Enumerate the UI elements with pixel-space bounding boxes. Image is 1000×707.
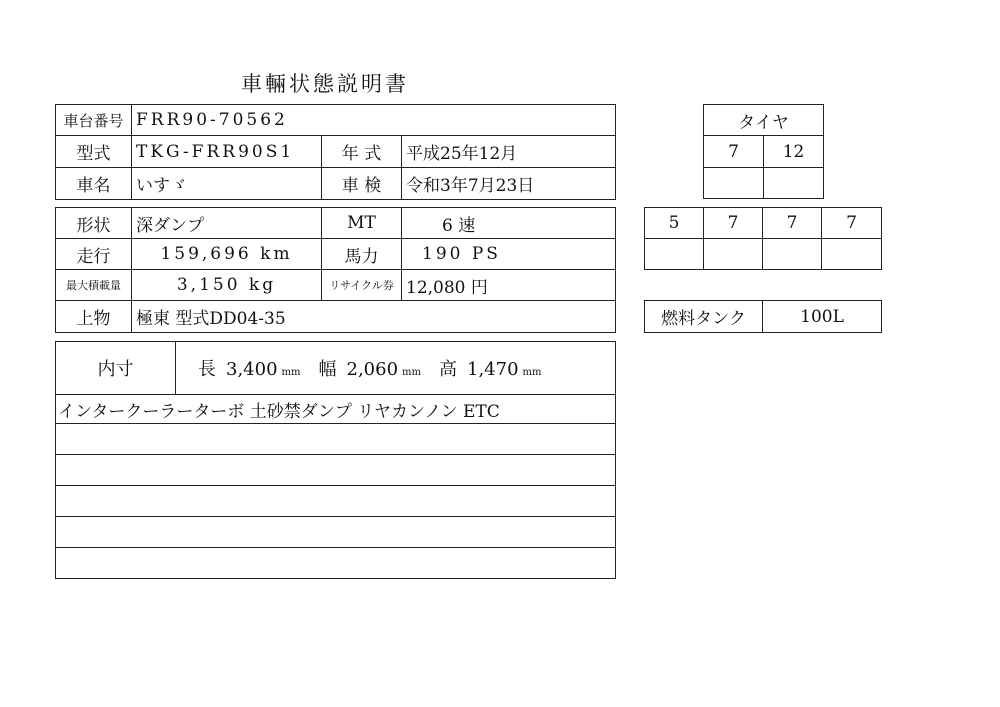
- specs-table: [55, 207, 616, 333]
- notes-row: インタークーラーターボ 土砂禁ダンプ リヤカンノン ETC: [56, 395, 616, 424]
- front-tire-table: [703, 104, 824, 199]
- front-tire-blank: [764, 168, 824, 199]
- transmission-value: 6 速: [402, 208, 616, 239]
- maker-value: いすゞ: [132, 168, 322, 200]
- mileage-label: 走行: [56, 239, 132, 270]
- fuel-tank-value: 100L: [763, 301, 882, 333]
- fuel-tank-label: 燃料タンク: [645, 301, 763, 333]
- tire-header: タイヤ: [704, 105, 824, 136]
- front-tire-blank: [704, 168, 764, 199]
- width-label: 幅: [318, 359, 337, 380]
- length-value: 3,400: [226, 359, 278, 380]
- max-load-label: 最大積載量: [56, 270, 132, 301]
- rear-tire-4: 7: [822, 208, 882, 239]
- inspection-label: 車 検: [322, 168, 402, 200]
- front-tire-right: 12: [764, 136, 824, 168]
- shape-label: 形状: [56, 208, 132, 239]
- notes-row: [56, 548, 616, 579]
- notes-row: [56, 517, 616, 548]
- year-value: 平成25年12月: [402, 136, 616, 168]
- chassis-value: FRR90-70562: [132, 105, 616, 136]
- chassis-label: 車台番号: [56, 105, 132, 136]
- fuel-tank-table: [644, 300, 882, 333]
- max-load-value: 3,150 kg: [132, 270, 322, 301]
- width-value: 2,060: [346, 359, 399, 380]
- length-unit: mm: [281, 367, 301, 378]
- length-label: 長: [198, 359, 216, 380]
- recycle-value: 12,080 円: [402, 270, 616, 301]
- rear-tire-2: 7: [704, 208, 763, 239]
- height-value: 1,470: [467, 359, 519, 380]
- rear-tire-table: [644, 207, 882, 270]
- power-value: 190 PS: [402, 239, 616, 270]
- model-label: 型式: [56, 136, 132, 168]
- dimensions-label: 内寸: [56, 342, 176, 395]
- rear-tire-blank: [704, 239, 763, 270]
- model-value: TKG-FRR90S1: [132, 136, 322, 168]
- height-unit: mm: [522, 367, 542, 378]
- rear-tire-3: 7: [763, 208, 822, 239]
- shape-value: 深ダンプ: [132, 208, 322, 239]
- maker-label: 車名: [56, 168, 132, 200]
- body-value: 極東 型式DD04-35: [132, 301, 616, 333]
- dimensions-table: [55, 341, 616, 579]
- rear-tire-blank: [822, 239, 882, 270]
- rear-tire-1: 5: [645, 208, 704, 239]
- year-label: 年 式: [322, 136, 402, 168]
- document-title: 車輛状態説明書: [241, 72, 409, 96]
- width-unit: mm: [402, 367, 421, 378]
- power-label: 馬力: [322, 239, 402, 270]
- body-label: 上物: [56, 301, 132, 333]
- height-label: 高: [439, 359, 457, 380]
- mileage-value: 159,696 km: [132, 239, 322, 270]
- front-tire-left: 7: [704, 136, 764, 168]
- rear-tire-blank: [645, 239, 704, 270]
- notes-row: [56, 455, 616, 486]
- notes-row: [56, 486, 616, 517]
- dimensions-value: [176, 342, 616, 395]
- rear-tire-blank: [763, 239, 822, 270]
- inspection-value: 令和3年7月23日: [402, 168, 616, 200]
- recycle-label: リサイクル券: [322, 270, 402, 301]
- vehicle-info-table: [55, 104, 616, 200]
- notes-row: [56, 424, 616, 455]
- transmission-label: MT: [322, 208, 402, 239]
